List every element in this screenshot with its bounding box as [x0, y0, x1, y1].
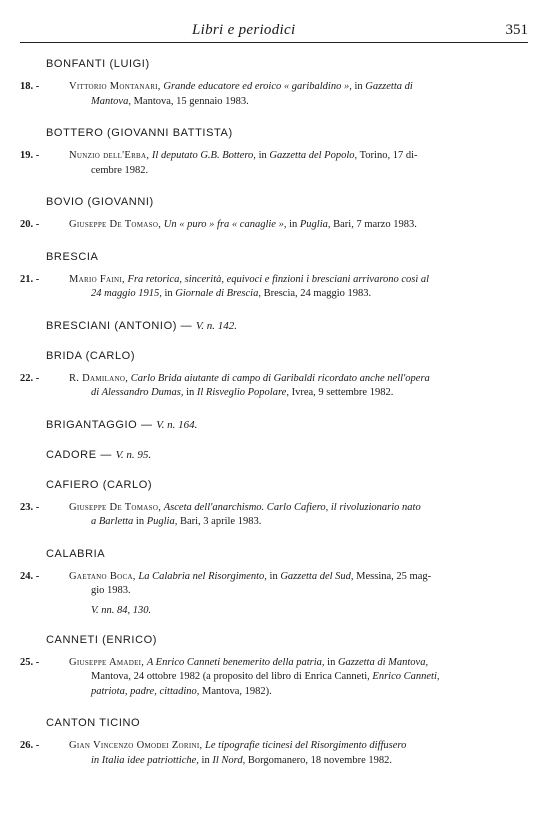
entry-number: 23. - [20, 501, 40, 513]
bibliography-entry: 20. - Giuseppe De Tomaso, Un « puro » fra « canaglie », in Puglia, Bari, 7 marzo 1983. [20, 218, 528, 233]
entry-number: 24. - [20, 570, 40, 582]
entry-author: Gian Vincenzo Omodei Zorini, [69, 740, 203, 751]
entry-title: Grande educatore ed eroico « garibaldino », [163, 81, 352, 92]
entry-title: Un « puro » fra « canaglie », [163, 219, 287, 230]
bibliography-list [20, 50, 528, 776]
page-header [20, 22, 528, 44]
cross-reference: V. n. 142. [195, 319, 237, 332]
entry-title: A Enrico Canneti benemerito della patria, [146, 656, 325, 668]
running-title: Libri e periodici [192, 22, 296, 38]
entry-publication: Gazzetta di [365, 81, 413, 92]
entry-publication: Gazzetta del Popolo, [269, 150, 358, 161]
entry-publication: Gazzetta del Sud, [280, 570, 354, 582]
subject-heading: CALABRIA [46, 547, 106, 560]
entry-number: 21. - [20, 273, 40, 285]
entry-author: Gaetano Boca, [69, 570, 136, 582]
bibliography-entry: 24. - Gaetano Boca, La Calabria nel Risorgimento, in Gazzetta del Sud, Messina, 25 mag- gio 1983. [20, 570, 432, 596]
entry-publication: Puglia, [299, 219, 331, 230]
entry-publication: Gazzetta di Mantova, [337, 656, 429, 668]
entry-author: Vittorio Montanari, [69, 81, 161, 92]
header-rule [20, 42, 528, 43]
entry-number: 26. - [20, 740, 40, 751]
entry-author: Nunzio dell'Erba, [69, 150, 150, 161]
entry-number: 25. - [20, 656, 40, 668]
subject-heading: BRESCIA [46, 250, 99, 263]
entry-title: Il deputato G.B. Bottero, [151, 150, 256, 161]
entry-title: Fra retorica, sincerità, equivoci e finzioni i bresciani arrivarono così al [127, 273, 430, 285]
subject-heading: BOVIO (GIOVANNI) [46, 196, 154, 208]
bibliography-entry: 25. - Giuseppe Amadei, A Enrico Canneti benemerito della patria, in Gazzetta di Mantova, Mantova, 24 ottobre 1982 (a proposito del libro di Enrica Canneti, Enrico Canneti, patriota, padre, cittadino, Mantova, 1982). [20, 656, 440, 697]
bibliography-entry: 19. - Nunzio dell'Erba, Il deputato G.B. Bottero, in Gazzetta del Popolo, Torino, 17 di- cembre 1982. [20, 150, 418, 176]
entry-title: La Calabria nel Risorgimento, [138, 570, 267, 582]
subject-heading: BRIGANTAGGIO — V. n. 164. [46, 418, 198, 431]
subject-heading: BRESCIANI (ANTONIO) — V. n. 142. [46, 319, 237, 332]
entry-author: R. Damilano, [69, 372, 129, 384]
subject-heading: BONFANTI (LUIGI) [46, 58, 150, 70]
entry-author: Giuseppe De Tomaso, [69, 501, 162, 513]
entry-author: Mario Faini, [69, 273, 125, 285]
bibliography-entry: 23. - Giuseppe De Tomaso, Asceta dell'anarchismo. Carlo Cafiero, il rivoluzionario nato a Barletta in Puglia, Bari, 3 aprile 1983. [20, 501, 421, 527]
cross-reference: V. n. 95. [115, 448, 152, 461]
cross-reference: V. nn. 84, 130. [91, 604, 152, 616]
entry-number: 22. - [20, 372, 40, 384]
entry-title: Asceta dell'anarchismo. Carlo Cafiero, il rivoluzionario nato [163, 501, 421, 513]
entry-title: Carlo Brida aiutante di campo di Garibaldi ricordato anche nell'opera [130, 372, 430, 384]
cross-reference: V. n. 164. [156, 418, 198, 431]
subject-heading: CANTON TICINO [46, 717, 141, 729]
bibliography-entry: 18. - Vittorio Montanari, Grande educatore ed eroico « garibaldino », in Gazzetta di Mantova, Mantova, 15 gennaio 1983. [20, 81, 413, 107]
subject-heading: CAFIERO (CARLO) [46, 478, 153, 491]
subject-heading: BRIDA (CARLO) [46, 349, 136, 362]
entry-title: Le tipografie ticinesi del Risorgimento diffusero [205, 740, 407, 751]
entry-number: 20. - [20, 219, 40, 230]
page-number: 351 [505, 22, 528, 38]
subject-heading: BOTTERO (GIOVANNI BATTISTA) [46, 127, 233, 139]
bibliography-entry: 22. - R. Damilano, Carlo Brida aiutante di campo di Garibaldi ricordato anche nell'opera di Alessandro Dumas, in Il Risveglio Popolare, Ivrea, 9 settembre 1982. [20, 372, 430, 398]
entry-author: Giuseppe De Tomaso, [69, 219, 162, 230]
entry-author: Giuseppe Amadei, [69, 656, 145, 668]
bibliography-entry: 21. - Mario Faini, Fra retorica, sincerità, equivoci e finzioni i bresciani arrivarono così al 24 maggio 1915, in Giornale di Brescia, Brescia, 24 maggio 1983. [20, 273, 430, 299]
entry-number: 19. - [20, 150, 40, 161]
subject-heading: CADORE — V. n. 95. [46, 448, 152, 461]
bibliography-entry: 26. - Gian Vincenzo Omodei Zorini, Le tipografie ticinesi del Risorgimento diffusero in Italia idee patriottiche, in Il Nord, Borgomanero, 18 novembre 1982. [20, 740, 407, 766]
entry-number: 18. - [20, 81, 40, 92]
subject-heading: CANNETI (ENRICO) [46, 633, 158, 646]
